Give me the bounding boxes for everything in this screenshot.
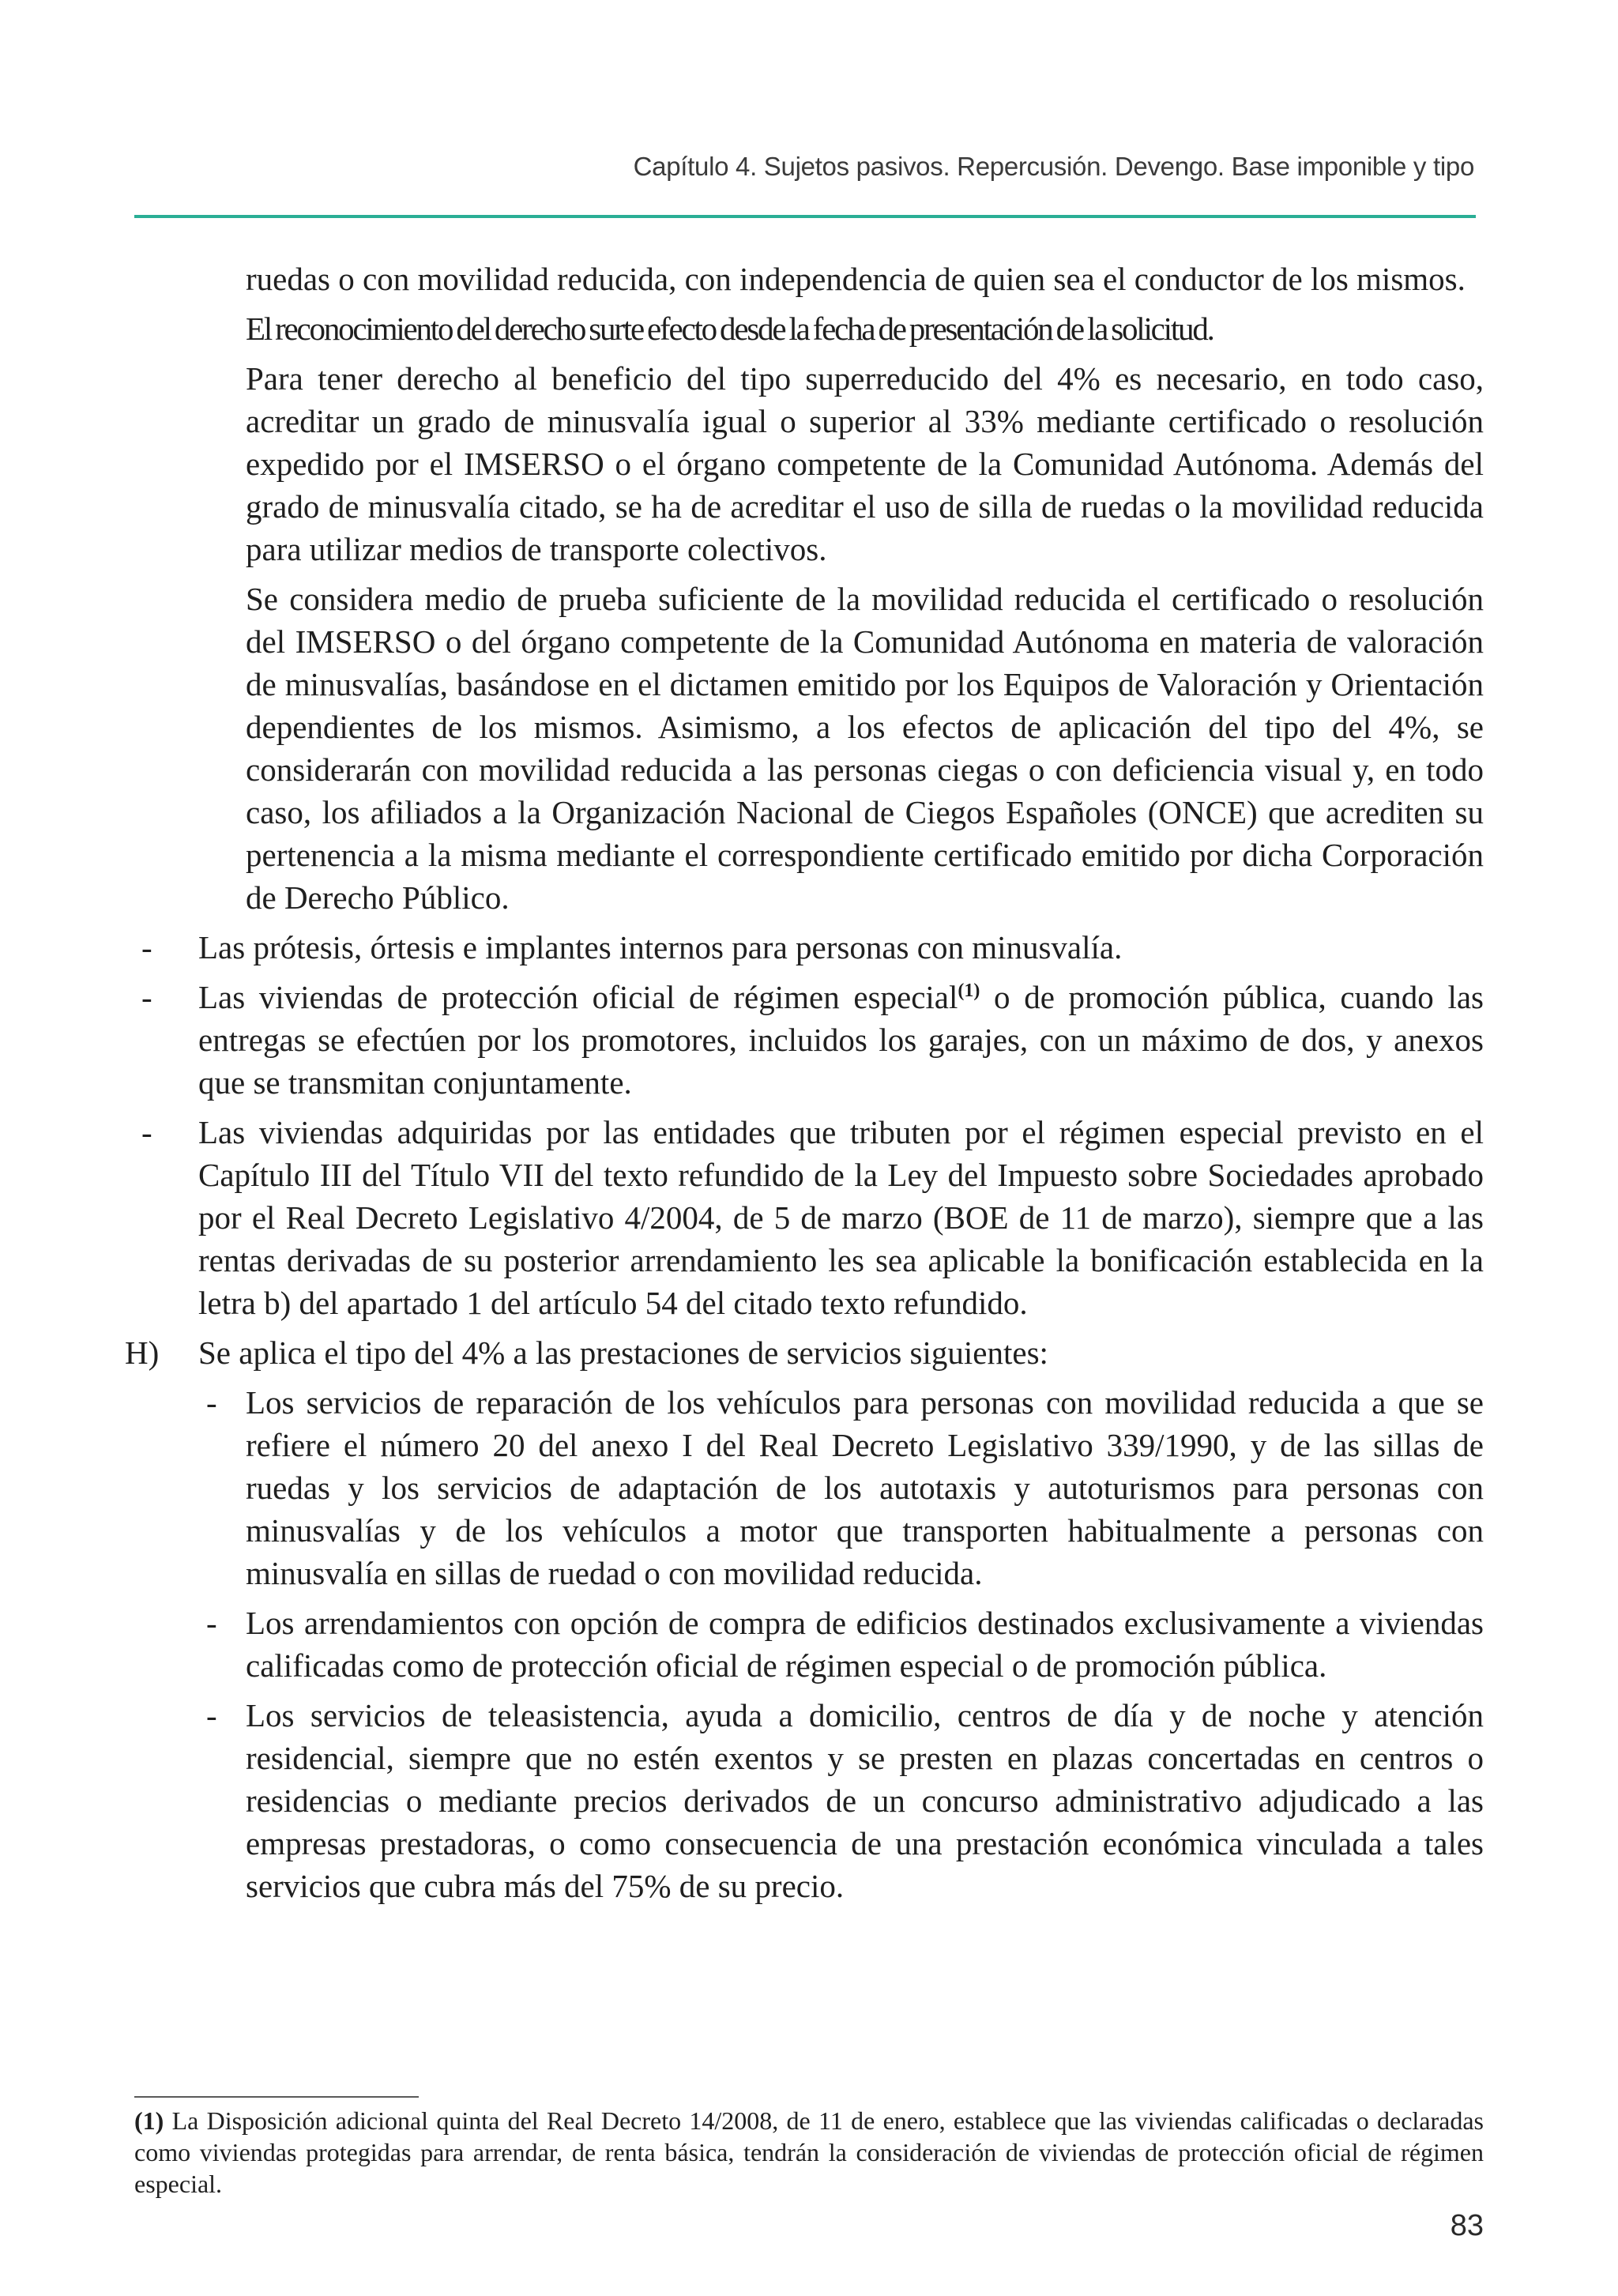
paragraph: Se considera medio de prueba suficiente de la movilidad reducida el certificado o resolución del IMSERSO o del órgano competente de la Comunidad Autónoma en materia de valoración de minusvalías, basándose en el dictamen emitido por los Equipos de Valoración y Orientación dependientes de los mismos. Asimismo, a los efectos de aplicación del tipo del 4%, se considerarán con movilidad reducida a las personas ciegas o con deficiencia visual y, en todo caso, los afiliados a la Organización Nacional de Ciegos Españoles (ONCE) que acrediten su pertenencia a la misma mediante el correspondiente certificado emitido por dicha Corporación de Derecho Público.	[246, 581, 1484, 916]
dash-marker: -	[206, 1605, 217, 1641]
page-number: 83	[1450, 2209, 1484, 2242]
header-rule	[134, 215, 1476, 218]
footnote-marker: (1)	[134, 2106, 164, 2135]
dash-marker: -	[206, 1384, 217, 1421]
footnote-text: La Disposición adicional quinta del Real Decreto 14/2008, de 11 de enero, establece que las viviendas calificadas o declaradas como viviendas protegidas para arrendar, de renta básica, tendrán la consideración de viviendas de protección oficial de régimen especial.	[134, 2106, 1484, 2198]
footnote-reference: (1)	[958, 981, 980, 1001]
list-item	[125, 1694, 1484, 1907]
dash-marker: -	[206, 1697, 217, 1733]
dash-marker: -	[141, 979, 152, 1015]
section-marker: H)	[125, 1334, 160, 1371]
dash-marker: -	[141, 1114, 152, 1150]
footnote	[134, 2105, 1484, 2200]
list-item-text	[198, 976, 1484, 1104]
list-item-text: Los servicios de teleasistencia, ayuda a domicilio, centros de día y de noche y atención residencial, siempre que no estén exentos y se presten en plazas concertadas en centros o residencias o mediante precios derivados de un concurso administrativo adjudicado a las empresas prestadoras, o como consecuencia de una prestación económica vinculada a tales servicios que cubra más del 75% de su precio.	[246, 1697, 1484, 1904]
main-text	[125, 258, 1484, 1914]
list-item-text: Las viviendas adquiridas por las entidades que tributen por el régimen especial previsto en el Capítulo III del Título VII del texto refundido de la Ley del Impuesto sobre Sociedades aprobado por el Real Decreto Legislativo 4/2004, de 5 de marzo (BOE de 11 de marzo), siempre que a las rentas derivadas de su posterior arrendamiento les sea aplicable la bonificación establecida en la letra b) del apartado 1 del artículo 54 del citado texto refundido.	[198, 1114, 1484, 1321]
footnote-rule	[134, 2096, 419, 2098]
list-item-text: Los arrendamientos con opción de compra de edificios destinados exclusivamente a viviendas calificadas como de protección oficial de régimen especial o de promoción pública.	[246, 1605, 1484, 1684]
paragraph: Para tener derecho al beneficio del tipo superreducido del 4% es necesario, en todo caso, acreditar un grado de minusvalía igual o superior al 33% mediante certificado o resolución expedido por el IMSERSO o el órgano competente de la Comunidad Autónoma. Además del grado de minusvalía citado, se ha de acreditar el uso de silla de ruedas o la movilidad reducida para utilizar medios de transporte colectivos.	[246, 360, 1484, 567]
running-header: Capítulo 4. Sujetos pasivos. Repercusión. Devengo. Base imponible y tipo	[633, 152, 1474, 181]
list-item-text: Los servicios de reparación de los vehículos para personas con movilidad reducida a que se refiere el número 20 del anexo I del Real Decreto Legislativo 339/1990, y de las sillas de ruedas y los servicios de adaptación de los autotaxis y autoturismos para personas con minusvalías y de los vehículos a motor que transporten habitualmente a personas con minusvalía en sillas de ruedad o con movilidad reducida.	[246, 1384, 1484, 1591]
list-item-text-part: o de promoción pública, cuando las entregas se efectúen por los promotores, incluidos los garajes, con un máximo de dos, y anexos que se transmitan conjuntamente.	[198, 979, 1484, 1101]
section-h	[125, 1331, 1484, 1374]
section-text: Se aplica el tipo del 4% a las prestaciones de servicios siguientes:	[198, 1334, 1048, 1371]
list-item	[125, 976, 1484, 1104]
paragraph: ruedas o con movilidad reducida, con independencia de quien sea el conductor de los mismos.	[246, 261, 1466, 297]
list-item	[125, 1381, 1484, 1594]
list-item-text: Las prótesis, órtesis e implantes internos para personas con minusvalía.	[198, 929, 1123, 965]
dash-marker: -	[141, 929, 152, 965]
list-item	[125, 1111, 1484, 1324]
paragraph: El reconocimiento del derecho surte efecto desde la fecha de presentación de la solicitud.	[246, 311, 1214, 347]
list-item-text-part: Las viviendas de protección oficial de régimen especial	[198, 979, 958, 1015]
list-item	[125, 926, 1484, 969]
list-item	[125, 1602, 1484, 1687]
